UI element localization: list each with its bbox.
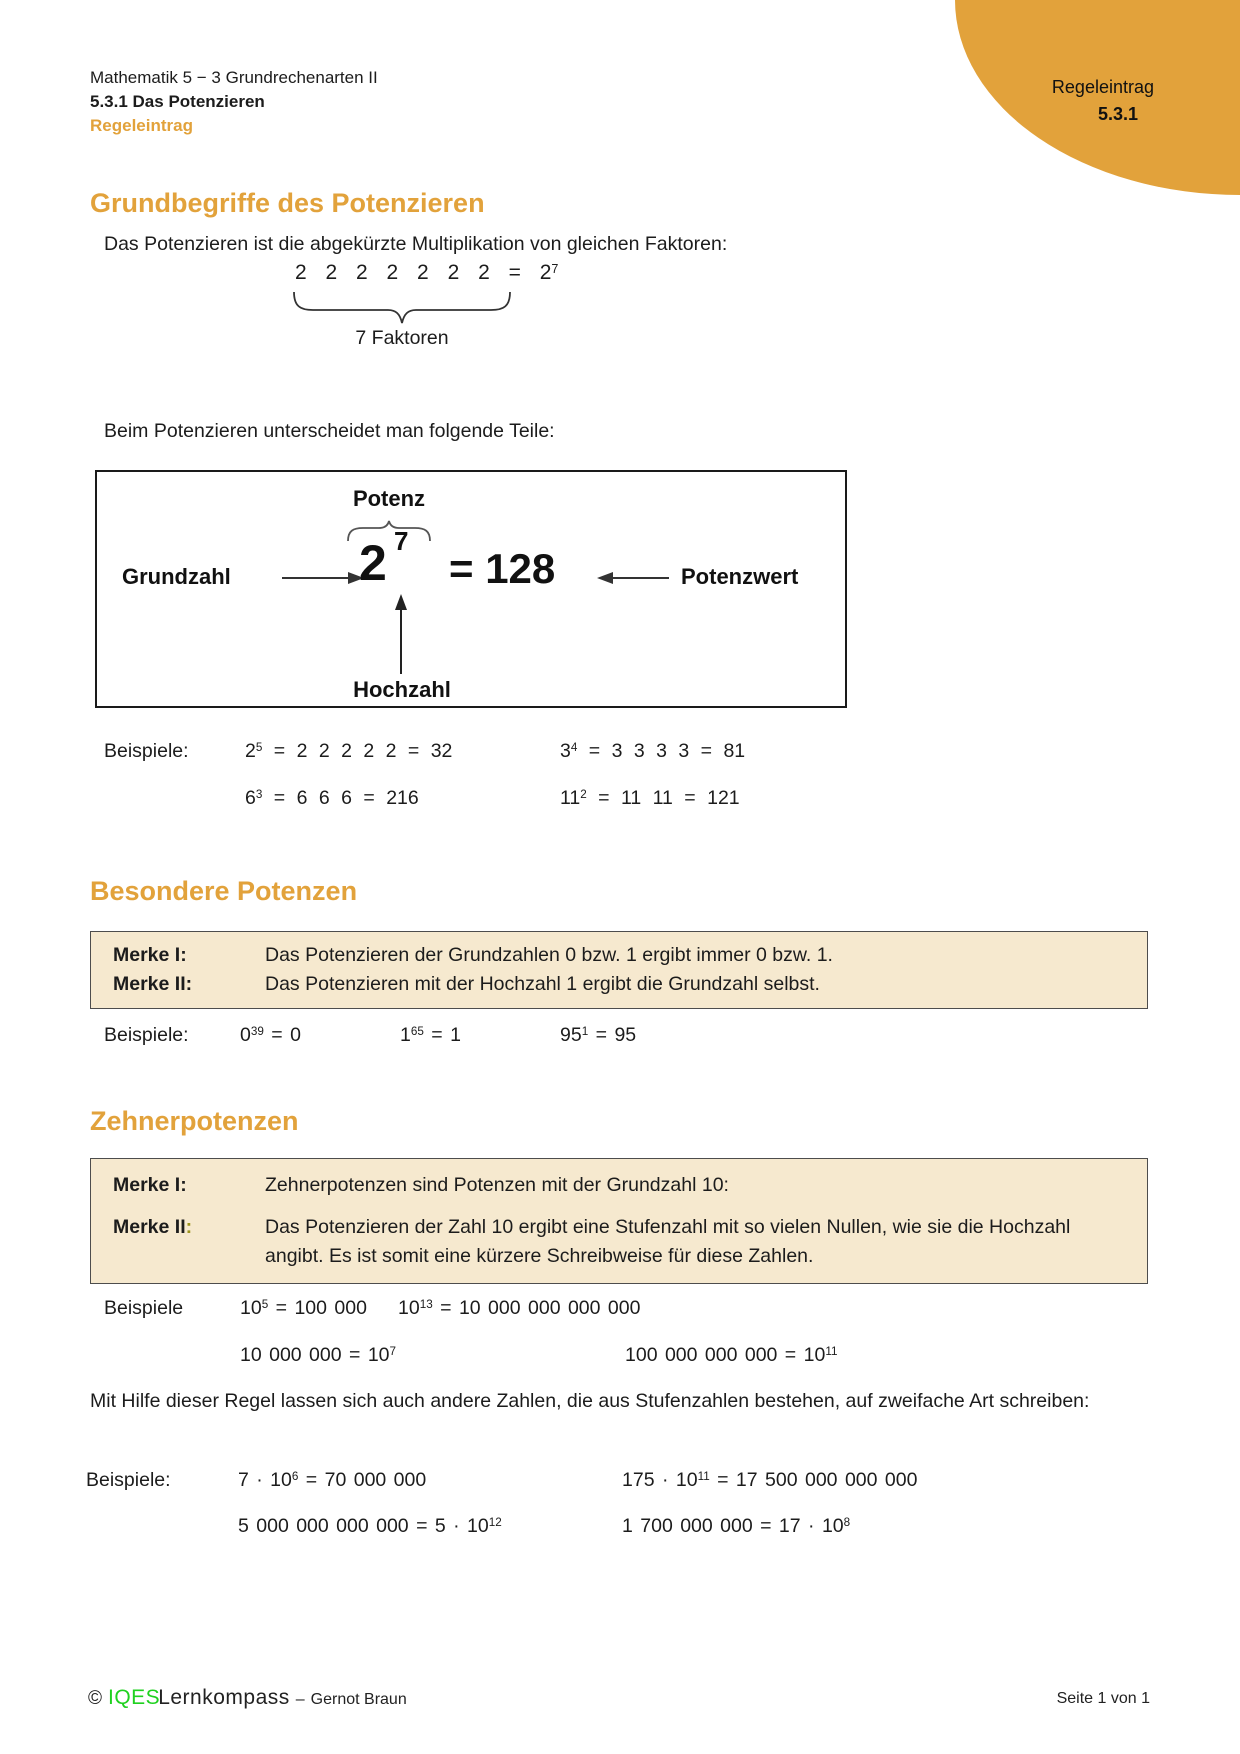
example-formula: $95^1 = 95$ <box>560 1024 637 1046</box>
example-formula: $1^{65} = 1$ <box>400 1024 461 1046</box>
example-formula: 100 000 000 $000 = 10^{11}$ <box>625 1344 838 1366</box>
merke-label <box>113 1213 265 1271</box>
page-number: Seite 1 von 1 <box>1056 1690 1150 1707</box>
example-formula: 5 000 000 000 $000 = 5 \cdot 10^{12}$ <box>238 1515 502 1537</box>
examples-label: Beispiele: <box>86 1469 171 1491</box>
potenzwert-label: Potenzwert <box>681 564 799 589</box>
example-formula: $10^{13} = 10$ 000 000 000 000 <box>398 1297 641 1319</box>
power-base: 2 <box>359 535 387 591</box>
footer-brand <box>88 1686 407 1710</box>
copyright-symbol: © <box>88 1688 102 1709</box>
merke-label: Merke I: <box>113 944 187 966</box>
left-arrow-icon <box>597 571 669 585</box>
grundzahl-label: Grundzahl <box>122 564 231 589</box>
corner-tab-number: 5.3.1 <box>1097 104 1138 124</box>
intro-text: Das Potenzieren ist die abgekürzte Multiplikation von gleichen Faktoren: <box>104 233 728 255</box>
potenz-label: Potenz <box>352 486 426 511</box>
merke-label-colon: : <box>185 1216 193 1238</box>
example-formula: $11^2 = 11$ 11 = 121 <box>560 787 740 809</box>
merke-row <box>113 970 1147 999</box>
parts-intro: Beim Potenzieren unterscheidet man folgende Teile: <box>104 420 555 442</box>
power-exponent: 7 <box>394 526 409 556</box>
examples-label: Beispiele <box>104 1297 184 1319</box>
footer-author: Gernot Braun <box>310 1691 407 1708</box>
merke-label: Merke I: <box>113 1174 187 1196</box>
merke-text: Das Potenzieren der Zahl 10 ergibt eine Stufenzahl mit so vielen Nullen, wie sie die Hochzahl angibt. Es ist somit eine kürzere Schreibweise für diese Zahlen. <box>265 1216 1071 1267</box>
factor-line: 2 2 2 2 2 2 $2 = 2^7$ <box>295 261 559 284</box>
example-formula: $0^{39} = 0$ <box>240 1024 301 1046</box>
merke-row <box>113 1213 1147 1271</box>
examples-label: Beispiele: <box>104 740 189 762</box>
note-paragraph: Mit Hilfe dieser Regel lassen sich auch andere Zahlen, die aus Stufenzahlen bestehen, auf zweifache Art schreiben: <box>90 1390 1090 1412</box>
power-result: = 128 <box>449 545 556 592</box>
example-formula: $2^5 = 2$ 2 2 2 2 = 32 <box>245 740 453 762</box>
section-title-zehnerpotenzen: Zehnerpotenzen <box>90 1106 299 1136</box>
example-formula: $3^4 = 3$ 3 3 3 = 81 <box>560 740 746 762</box>
brand-iqes: IQES <box>108 1686 161 1709</box>
merke-row <box>113 1171 1147 1200</box>
example-formula: $7 \cdot 10^6 = 70$ 000 000 <box>238 1469 427 1491</box>
brace-label: 7 Faktoren <box>355 327 449 349</box>
merke-label: Merke II: <box>113 973 193 995</box>
section-title-grundbegriffe: Grundbegriffe des Potenzieren <box>90 188 485 218</box>
underbrace <box>293 291 511 325</box>
merke-text: Das Potenzieren der Grundzahlen 0 bzw. 1 ergibt immer 0 bzw. 1. <box>265 944 833 966</box>
header-lesson: 5.3.1 Das Potenzieren <box>90 92 265 111</box>
page-header <box>90 66 378 138</box>
header-doc-type: Regeleintrag <box>90 116 193 135</box>
power-diagram <box>95 470 847 708</box>
example-formula: $6^3 = 6$ 6 6 = 216 <box>245 787 419 809</box>
example-formula: $175 \cdot 10^{11} = 17$ 500 000 000 000 <box>622 1469 918 1491</box>
merke-text: Das Potenzieren mit der Hochzahl 1 ergibt die Grundzahl selbst. <box>265 973 820 995</box>
example-formula: 1 700 000 $000 = 17 \cdot 10^8$ <box>622 1515 851 1537</box>
examples-label: Beispiele: <box>104 1024 189 1046</box>
merke-text: Zehnerpotenzen sind Potenzen mit der Grundzahl 10: <box>265 1174 729 1196</box>
up-arrow-icon <box>393 594 409 674</box>
example-formula: $10^5 = 100$ 000 <box>240 1297 367 1319</box>
merke-row <box>113 941 1147 970</box>
merke-box-zehner <box>90 1158 1148 1284</box>
section-title-besondere: Besondere Potenzen <box>90 876 358 906</box>
footer-dash: – <box>295 1691 305 1708</box>
example-formula: 10 000 $000 = 10^7$ <box>240 1344 397 1366</box>
corner-tab-text <box>1052 74 1154 128</box>
merke-box-besondere <box>90 931 1148 1009</box>
right-arrow-icon <box>282 571 364 585</box>
header-course: Mathematik 5 − 3 Grundrechenarten II <box>90 68 378 87</box>
merke-label-text: Merke II <box>113 1216 186 1238</box>
corner-tab-label: Regeleintrag <box>1051 77 1154 97</box>
brand-lernkompass: Lernkompass <box>158 1686 290 1709</box>
hochzahl-label: Hochzahl <box>353 677 451 702</box>
